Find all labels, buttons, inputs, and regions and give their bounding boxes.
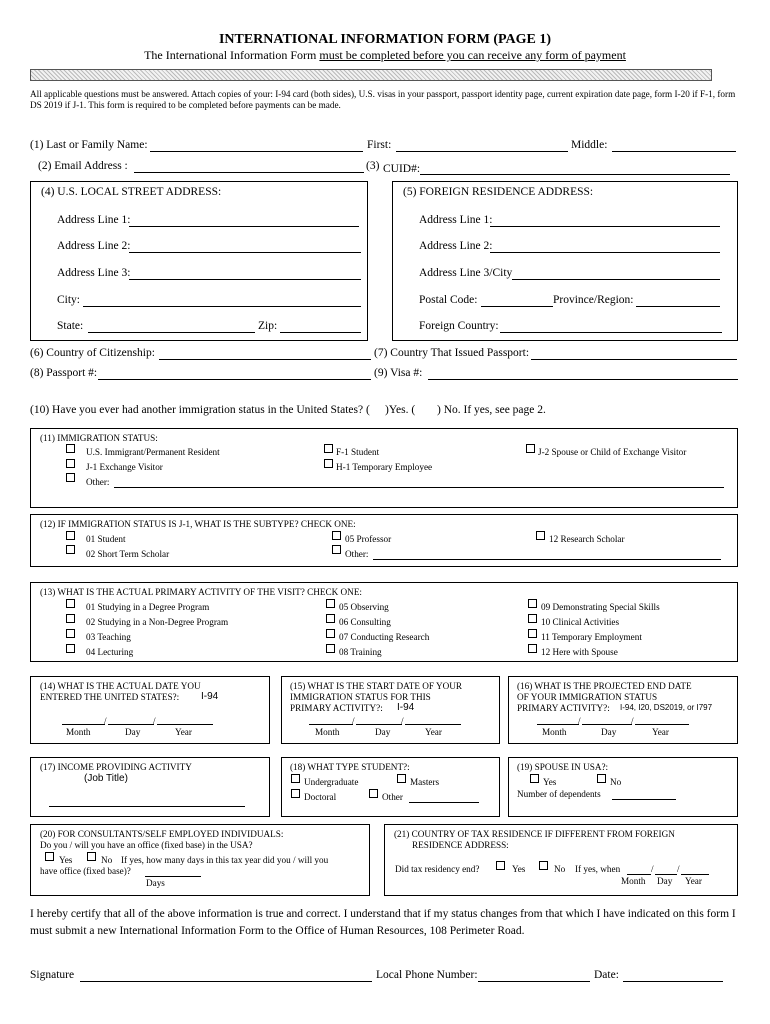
cuid-label: CUID#: <box>383 163 421 175</box>
us-city-field[interactable] <box>83 306 361 307</box>
activity-07-checkbox[interactable] <box>326 629 335 638</box>
visa-field[interactable] <box>428 379 738 380</box>
entry-slash-1: / <box>104 716 107 726</box>
email-label: (2) Email Address : <box>38 160 128 172</box>
entry-month-field[interactable] <box>62 724 105 725</box>
spouse-no-label: No <box>610 777 622 787</box>
us-address-line1-label: Address Line 1: <box>57 214 131 226</box>
q10-yes-label: )Yes. ( <box>385 404 416 416</box>
activity-06-label: 06 Consulting <box>339 617 391 627</box>
tax-end-yes-label: Yes <box>512 864 526 874</box>
us-immigrant-label: U.S. Immigrant/Permanent Resident <box>86 447 220 457</box>
office-days-field[interactable] <box>145 876 201 877</box>
form-title: INTERNATIONAL INFORMATION FORM (PAGE 1) <box>218 32 552 47</box>
j1-research-scholar-checkbox[interactable] <box>536 531 545 540</box>
q19-heading: (19) SPOUSE IN USA?: <box>517 762 609 772</box>
country-citizenship-label: (6) Country of Citizenship: <box>30 347 155 359</box>
activity-10-label: 10 Clinical Activities <box>541 617 620 627</box>
entry-year-label: Year <box>175 727 192 737</box>
us-address-heading: (4) U.S. LOCAL STREET ADDRESS: <box>41 186 222 198</box>
dependents-field[interactable] <box>612 799 676 800</box>
q20-question: Do you / will you have an office (fixed base) in the USA? <box>40 840 253 850</box>
entry-month-label: Month <box>66 727 91 737</box>
q21-heading-2: RESIDENCE ADDRESS: <box>412 840 509 850</box>
activity-10-checkbox[interactable] <box>528 614 537 623</box>
j1-research-scholar-label: 12 Research Scholar <box>549 534 625 544</box>
start-month-label: Month <box>315 727 340 737</box>
j2-checkbox[interactable] <box>526 444 535 453</box>
q16-note: I-94, I20, DS2019, or I797 <box>620 703 713 712</box>
tax-end-when-label: If yes, when <box>575 864 621 874</box>
us-address-line3-label: Address Line 3: <box>57 267 131 279</box>
first-name-field[interactable] <box>396 151 568 152</box>
h1-label: H-1 Temporary Employee <box>336 462 433 472</box>
last-name-field[interactable] <box>150 151 363 152</box>
us-state-label: State: <box>57 320 84 332</box>
us-address-line2-field[interactable] <box>129 252 361 253</box>
entry-day-label: Day <box>125 727 141 737</box>
start-year-label: Year <box>425 727 442 737</box>
tax-end-day-label: Day <box>657 876 673 886</box>
visa-label: (9) Visa #: <box>374 367 423 379</box>
us-address-line3-field[interactable] <box>129 279 361 280</box>
j1-professor-label: 05 Professor <box>345 534 392 544</box>
subtitle-emphasis: must be completed before you can receive any form of payment <box>319 48 626 62</box>
q13-heading: (13) WHAT IS THE ACTUAL PRIMARY ACTIVITY OF THE VISIT? CHECK ONE: <box>40 587 362 597</box>
country-citizenship-field[interactable] <box>159 359 371 360</box>
q16-line1: (16) WHAT IS THE PROJECTED END DATE <box>517 681 692 691</box>
activity-04-checkbox[interactable] <box>66 644 75 653</box>
q16-line2: OF YOUR IMMIGRATION STATUS <box>517 692 658 702</box>
subtitle-prefix: The International Information Form <box>144 48 320 62</box>
postal-code-label: Postal Code: <box>419 294 478 306</box>
activity-01-checkbox[interactable] <box>66 599 75 608</box>
end-day-label: Day <box>601 727 617 737</box>
hatched-banner <box>30 69 712 81</box>
q20-heading: (20) FOR CONSULTANTS/SELF EMPLOYED INDIVIDUALS: <box>40 829 284 839</box>
cuid-number-label: (3) <box>366 160 380 172</box>
country-passport-label: (7) Country That Issued Passport: <box>374 347 530 359</box>
office-no-label: No <box>101 855 113 865</box>
job-title-field[interactable] <box>49 806 245 807</box>
office-yes-label: Yes <box>59 855 73 865</box>
office-days-label: Days <box>146 878 165 888</box>
q18-heading: (18) WHAT TYPE STUDENT?: <box>290 762 410 772</box>
middle-name-field[interactable] <box>612 151 736 152</box>
end-month-field[interactable] <box>537 724 579 725</box>
form-subtitle <box>0 48 770 63</box>
j2-label: J-2 Spouse or Child of Exchange Visitor <box>538 447 687 457</box>
activity-08-checkbox[interactable] <box>326 644 335 653</box>
start-day-label: Day <box>375 727 391 737</box>
tax-end-slash-2: / <box>677 864 680 874</box>
doctoral-label: Doctoral <box>304 792 337 802</box>
student-other-checkbox[interactable] <box>369 789 378 798</box>
tax-end-month-label: Month <box>621 876 646 886</box>
spouse-no-checkbox[interactable] <box>597 774 606 783</box>
start-year-field[interactable] <box>405 724 461 725</box>
us-city-label: City: <box>57 294 81 306</box>
q15-line3: PRIMARY ACTIVITY?: <box>290 703 383 713</box>
activity-12-label: 12 Here with Spouse <box>541 647 618 657</box>
j1-short-term-label: 02 Short Term Scholar <box>86 549 170 559</box>
j1-checkbox[interactable] <box>66 459 75 468</box>
j1-other-field[interactable] <box>373 559 721 560</box>
date-label: Date: <box>594 969 619 981</box>
end-slash-1: / <box>578 716 581 726</box>
q21-heading-1: (21) COUNTRY OF TAX RESIDENCE IF DIFFERENT FROM FOREIGN <box>394 829 675 839</box>
us-zip-label: Zip: <box>258 320 278 332</box>
dependents-label: Number of dependents <box>517 789 601 799</box>
start-day-field[interactable] <box>356 724 402 725</box>
activity-03-label: 03 Teaching <box>86 632 131 642</box>
activity-05-checkbox[interactable] <box>326 599 335 608</box>
us-address-box <box>30 181 368 341</box>
tax-end-no-label: No <box>554 864 566 874</box>
foreign-country-label: Foreign Country: <box>419 320 499 332</box>
j1-professor-checkbox[interactable] <box>332 531 341 540</box>
end-slash-2: / <box>631 716 634 726</box>
activity-11-label: 11 Temporary Employment <box>541 632 642 642</box>
activity-12-checkbox[interactable] <box>528 644 537 653</box>
activity-01-label: 01 Studying in a Degree Program <box>86 602 210 612</box>
activity-08-label: 08 Training <box>339 647 382 657</box>
undergraduate-checkbox[interactable] <box>291 774 300 783</box>
tax-end-yes-checkbox[interactable] <box>496 861 505 870</box>
foreign-address-heading: (5) FOREIGN RESIDENCE ADDRESS: <box>403 186 594 198</box>
end-month-label: Month <box>542 727 567 737</box>
foreign-address-line2-label: Address Line 2: <box>419 240 493 252</box>
foreign-address-box <box>392 181 738 341</box>
us-state-field[interactable] <box>88 332 255 333</box>
activity-02-checkbox[interactable] <box>66 614 75 623</box>
q14-note: I-94 <box>201 691 219 702</box>
foreign-address-line3-label: Address Line 3/City <box>419 267 513 279</box>
masters-label: Masters <box>410 777 440 787</box>
end-year-label: Year <box>652 727 669 737</box>
tax-end-slash-1: / <box>651 864 654 874</box>
q16-line3: PRIMARY ACTIVITY?: <box>517 703 610 713</box>
q14-line1: (14) WHAT IS THE ACTUAL DATE YOU <box>40 681 201 691</box>
other-status-checkbox[interactable] <box>66 473 75 482</box>
spouse-yes-label: Yes <box>543 777 557 787</box>
doctoral-checkbox[interactable] <box>291 789 300 798</box>
passport-field[interactable] <box>98 379 371 380</box>
first-name-label: First: <box>367 139 392 151</box>
postal-code-field[interactable] <box>481 306 553 307</box>
local-phone-field[interactable] <box>478 981 590 982</box>
undergraduate-label: Undergraduate <box>304 777 359 787</box>
intro-instructions: All applicable questions must be answered. Attach copies of your: I-94 card (both sides), U.S. visas in your passport, passport identity page, current expiration date page, form I-20 if F-1, form DS 2019 if J-1. This form is required to be completed before payments can be made. <box>30 89 736 110</box>
activity-07-label: 07 Conducting Research <box>339 632 430 642</box>
foreign-address-line1-field[interactable] <box>490 226 720 227</box>
tax-end-year-label: Year <box>685 876 702 886</box>
country-passport-field[interactable] <box>531 359 737 360</box>
foreign-country-field[interactable] <box>500 332 722 333</box>
province-label: Province/Region: <box>553 294 634 306</box>
q10-yes-blank[interactable] <box>373 404 385 416</box>
other-status-field[interactable] <box>114 487 724 488</box>
cuid-field[interactable] <box>420 174 730 175</box>
start-month-field[interactable] <box>309 724 353 725</box>
spouse-yes-checkbox[interactable] <box>530 774 539 783</box>
q20-followup-1: If yes, how many days in this tax year did you / will you <box>121 855 329 865</box>
q17-heading: (17) INCOME PROVIDING ACTIVITY <box>40 762 192 772</box>
j1-short-term-checkbox[interactable] <box>66 545 75 554</box>
foreign-address-line2-field[interactable] <box>490 252 720 253</box>
q11-heading: (11) IMMIGRATION STATUS: <box>40 433 158 443</box>
us-address-line2-label: Address Line 2: <box>57 240 131 252</box>
last-name-label: (1) Last or Family Name: <box>30 139 148 151</box>
local-phone-label: Local Phone Number: <box>376 969 478 981</box>
email-field[interactable] <box>134 172 364 173</box>
activity-09-checkbox[interactable] <box>528 599 537 608</box>
q20-followup-2: have office (fixed base)? <box>40 866 131 876</box>
us-address-line1-field[interactable] <box>129 226 359 227</box>
province-field[interactable] <box>636 306 720 307</box>
signature-field[interactable] <box>80 981 372 982</box>
tax-end-year-field[interactable] <box>681 874 709 875</box>
activity-06-checkbox[interactable] <box>326 614 335 623</box>
foreign-address-line3-field[interactable] <box>512 279 720 280</box>
j1-other-checkbox[interactable] <box>332 545 341 554</box>
f1-label: F-1 Student <box>336 447 380 457</box>
h1-checkbox[interactable] <box>324 459 333 468</box>
j1-label: J-1 Exchange Visitor <box>86 462 163 472</box>
activity-03-checkbox[interactable] <box>66 629 75 638</box>
q15-note: I-94 <box>397 702 415 713</box>
masters-checkbox[interactable] <box>397 774 406 783</box>
signature-label: Signature <box>30 969 75 981</box>
j1-student-checkbox[interactable] <box>66 531 75 540</box>
j1-other-label: Other: <box>345 549 369 559</box>
activity-05-label: 05 Observing <box>339 602 389 612</box>
q15-line1: (15) WHAT IS THE START DATE OF YOUR <box>290 681 462 691</box>
q12-heading: (12) IF IMMIGRATION STATUS IS J-1, WHAT IS THE SUBTYPE? CHECK ONE: <box>40 519 356 529</box>
q15-line2: IMMIGRATION STATUS FOR THIS <box>290 692 431 702</box>
end-day-field[interactable] <box>582 724 632 725</box>
q17-note: (Job Title) <box>84 773 128 784</box>
student-other-label: Other <box>382 792 403 802</box>
start-slash-1: / <box>352 716 355 726</box>
j1-student-label: 01 Student <box>86 534 126 544</box>
end-year-field[interactable] <box>635 724 689 725</box>
middle-name-label: Middle: <box>571 139 608 151</box>
foreign-address-line1-label: Address Line 1: <box>419 214 493 226</box>
entry-slash-2: / <box>153 716 156 726</box>
tax-end-no-checkbox[interactable] <box>539 861 548 870</box>
other-status-label: Other: <box>86 477 110 487</box>
date-field[interactable] <box>623 981 723 982</box>
student-other-field[interactable] <box>409 802 479 803</box>
q21-question: Did tax residency end? <box>395 864 480 874</box>
office-yes-checkbox[interactable] <box>45 852 54 861</box>
entry-year-field[interactable] <box>157 724 213 725</box>
activity-02-label: 02 Studying in a Non-Degree Program <box>86 617 229 627</box>
activity-04-label: 04 Lecturing <box>86 647 134 657</box>
office-no-checkbox[interactable] <box>87 852 96 861</box>
activity-09-label: 09 Demonstrating Special Skills <box>541 602 660 612</box>
q10-question: (10) Have you ever had another immigration status in the United States? ( <box>30 404 370 416</box>
q14-line2: ENTERED THE UNITED STATES?: <box>40 692 180 702</box>
q10-no-label: ) No. If yes, see page 2. <box>437 404 546 416</box>
passport-label: (8) Passport #: <box>30 367 98 379</box>
us-immigrant-checkbox[interactable] <box>66 444 75 453</box>
activity-11-checkbox[interactable] <box>528 629 537 638</box>
tax-end-day-field[interactable] <box>655 874 677 875</box>
f1-checkbox[interactable] <box>324 444 333 453</box>
entry-day-field[interactable] <box>108 724 154 725</box>
certification-text: I hereby certify that all of the above information is true and correct. I understand that if my status changes from that which I have indicated on this form I must submit a new International Information Form to the Office of Human Resources, 108 Perimeter Road. <box>30 908 736 937</box>
us-zip-field[interactable] <box>280 332 361 333</box>
tax-end-month-field[interactable] <box>627 874 651 875</box>
start-slash-2: / <box>401 716 404 726</box>
